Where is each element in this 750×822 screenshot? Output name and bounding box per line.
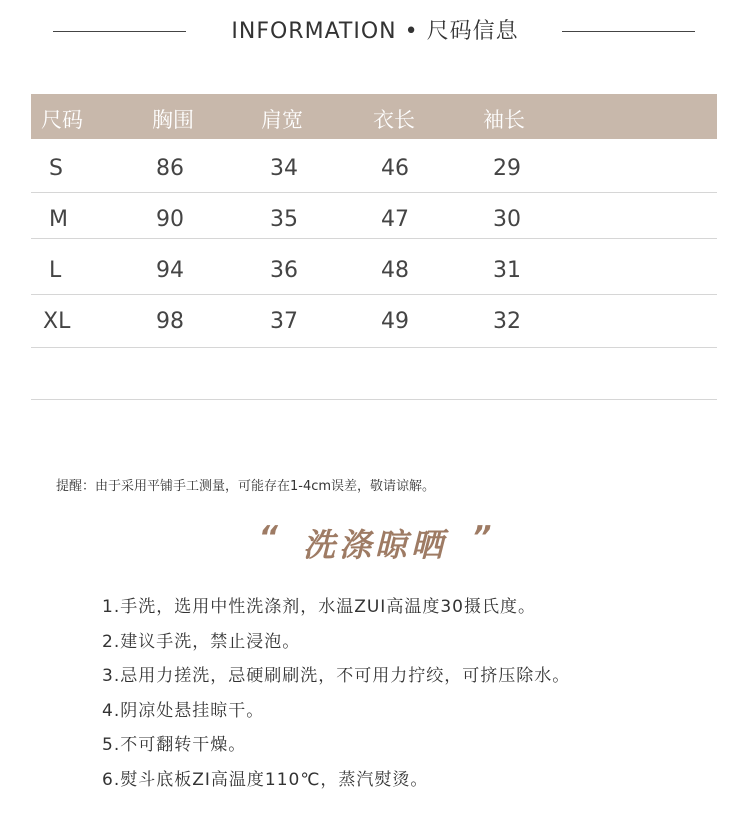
row-divider	[31, 238, 717, 239]
header-line-right	[562, 31, 695, 32]
table-cell: M	[49, 207, 68, 232]
open-quote: “	[258, 520, 278, 555]
table-cell: 94	[156, 258, 184, 283]
table-cell: 30	[493, 207, 521, 232]
list-item: 5.不可翻转干燥。	[102, 735, 247, 755]
list-item: 1.手洗，选用中性洗涤剂，水温ZUI高温度30摄氏度。	[102, 597, 536, 617]
close-quote: ”	[472, 520, 492, 555]
table-cell: 86	[156, 156, 184, 181]
list-item: 2.建议手洗，禁止浸泡。	[102, 631, 301, 652]
table-cell: 34	[270, 156, 298, 181]
table-cell: 36	[270, 258, 298, 283]
section-header	[0, 0, 750, 60]
table-cell: 32	[493, 309, 521, 334]
measurement-note: 提醒：由于采用平铺手工测量，可能存在1-4cm误差，敬请谅解。	[56, 479, 436, 494]
care-instructions-list	[102, 592, 570, 799]
row-divider	[31, 294, 717, 295]
column-header-sleeve: 袖长	[483, 108, 525, 132]
table-cell: 37	[270, 309, 298, 334]
row-divider	[31, 347, 717, 348]
table-cell: 31	[493, 258, 521, 283]
table-cell: L	[49, 258, 62, 283]
table-cell: 90	[156, 207, 184, 232]
column-header-length: 衣长	[373, 108, 415, 132]
care-heading	[0, 520, 750, 566]
table-cell: 35	[270, 207, 298, 232]
table-cell: 46	[381, 156, 409, 181]
row-divider	[31, 192, 717, 193]
table-header-row	[31, 94, 717, 139]
table-bottom-line	[31, 399, 717, 400]
table-cell: S	[49, 156, 63, 181]
table-cell: 98	[156, 309, 184, 334]
list-item: 6.熨斗底板ZI高温度110℃，蒸汽熨烫。	[102, 769, 429, 790]
table-cell: 29	[493, 156, 521, 181]
column-header-shoulder: 肩宽	[261, 108, 303, 132]
column-header-chest: 胸围	[152, 108, 194, 132]
table-cell: 48	[381, 258, 409, 283]
list-item: 4.阴凉处悬挂晾干。	[102, 700, 265, 721]
column-header-size: 尺码	[41, 108, 83, 132]
table-cell: XL	[43, 309, 71, 334]
section-title: INFORMATION • 尺码信息	[231, 19, 519, 44]
table-cell: 49	[381, 309, 409, 334]
list-item: 3.忌用力搓洗，忌硬刷刷洗，不可用力拧绞，可挤压除水。	[102, 666, 571, 686]
table-cell: 47	[381, 207, 409, 232]
size-table	[31, 94, 717, 334]
care-title: 洗涤晾晒	[302, 526, 447, 564]
